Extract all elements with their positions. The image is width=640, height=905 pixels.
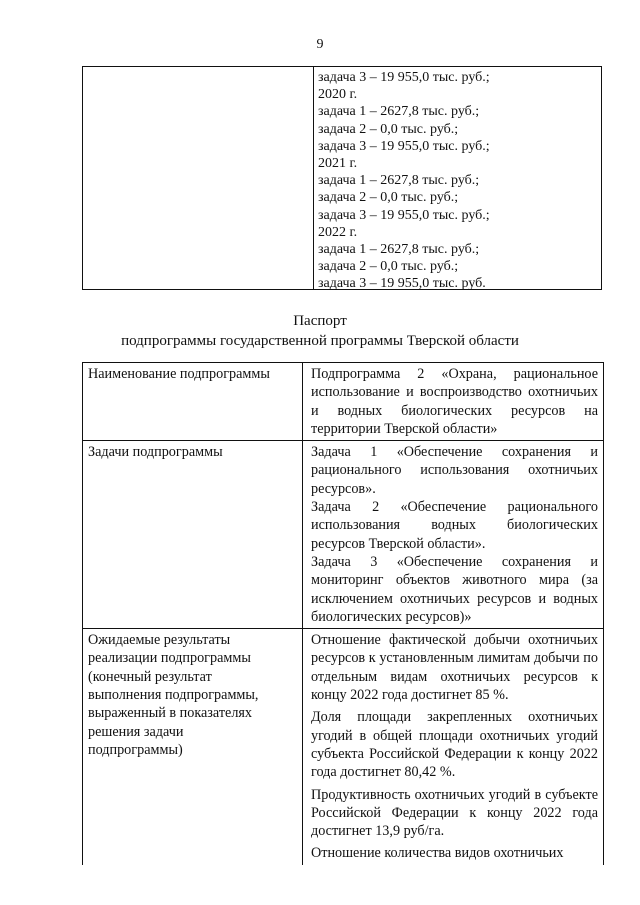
task-item: Задача 1 «Обеспечение сохранения и рационального использования охотничьих ресурсов». — [311, 444, 598, 497]
funding-line: задача 2 – 0,0 тыс. руб.; — [318, 190, 459, 206]
row-value — [303, 363, 603, 440]
result-item: Продуктивность охотничьих угодий в субъекте Российской Федерации к концу 2022 года достигнет 13,9 руб/га. — [311, 786, 598, 840]
funding-line: задача 1 – 2627,8 тыс. руб.; — [318, 104, 480, 120]
funding-line: 2020 г. — [318, 87, 358, 103]
funding-line: задача 3 – 19 955,0 тыс. руб. — [318, 276, 486, 292]
label-line: решения задачи — [88, 723, 184, 740]
label-line: Ожидаемые результаты — [88, 632, 231, 649]
task-item: Задача 2 «Обеспечение рационального использования водных биологических ресурсов Тверской области». — [311, 499, 598, 552]
funding-line: задача 3 – 19 955,0 тыс. руб.; — [318, 138, 490, 154]
row-value — [303, 629, 603, 865]
funding-line: задача 1 – 2627,8 тыс. руб.; — [318, 242, 480, 258]
funding-line: задача 1 – 2627,8 тыс. руб.; — [318, 173, 480, 189]
passport-subtitle: подпрограммы государственной программы Тверской области — [121, 333, 519, 349]
funding-line: 2022 г. — [318, 224, 358, 240]
table-row-results — [83, 629, 603, 865]
row-label: Задачи подпрограммы — [83, 441, 303, 628]
page-number: 9 — [316, 37, 324, 52]
passport-title: Паспорт — [293, 313, 347, 329]
label-line: (конечный результат — [88, 668, 212, 685]
table-row-tasks — [83, 441, 603, 629]
row-label: Наименование подпрограммы — [83, 363, 303, 440]
passport-heading — [0, 311, 640, 351]
funding-cell — [314, 67, 601, 292]
label-line: реализации подпрограммы — [88, 650, 251, 667]
result-item: Отношение количества видов охотничьих — [311, 845, 564, 862]
subprogram-name: Подпрограмма 2 «Охрана, рациональное использование и воспроизводство охотничьих и водных биологических ресурсов на территории Тверской области» — [311, 366, 598, 437]
task-item: Задача 3 «Обеспечение сохранения и мониторинг объектов животного мира (за исключением охотничьих ресурсов и водных биологических ресурсов)» — [311, 553, 598, 625]
row-value — [303, 441, 603, 628]
table-row-name — [83, 363, 603, 441]
funding-line: 2021 г. — [318, 156, 358, 172]
empty-left-cell — [83, 67, 314, 289]
label-line: подпрограммы) — [88, 741, 183, 758]
funding-line: задача 3 – 19 955,0 тыс. руб.; — [318, 70, 490, 85]
funding-continuation-table — [82, 66, 602, 290]
label-line: выраженный в показателях — [88, 705, 253, 722]
result-item: Доля площади закрепленных охотничьих угодий в общей площади охотничьих угодий субъекта Российской Федерации к концу 2022 года достигнет 80,42 %. — [311, 709, 598, 781]
label-line: выполнения подпрограммы, — [88, 687, 259, 704]
funding-line: задача 2 – 0,0 тыс. руб.; — [318, 259, 459, 275]
row-label — [83, 629, 303, 865]
funding-line: задача 3 – 19 955,0 тыс. руб.; — [318, 207, 490, 223]
result-item: Отношение фактической добычи охотничьих ресурсов к установленным лимитам добычи по отдельным видам охотничьих ресурсов к концу 2022 года достигнет 85 %. — [311, 632, 598, 704]
passport-table — [82, 362, 604, 865]
funding-line: задача 2 – 0,0 тыс. руб.; — [318, 121, 459, 137]
